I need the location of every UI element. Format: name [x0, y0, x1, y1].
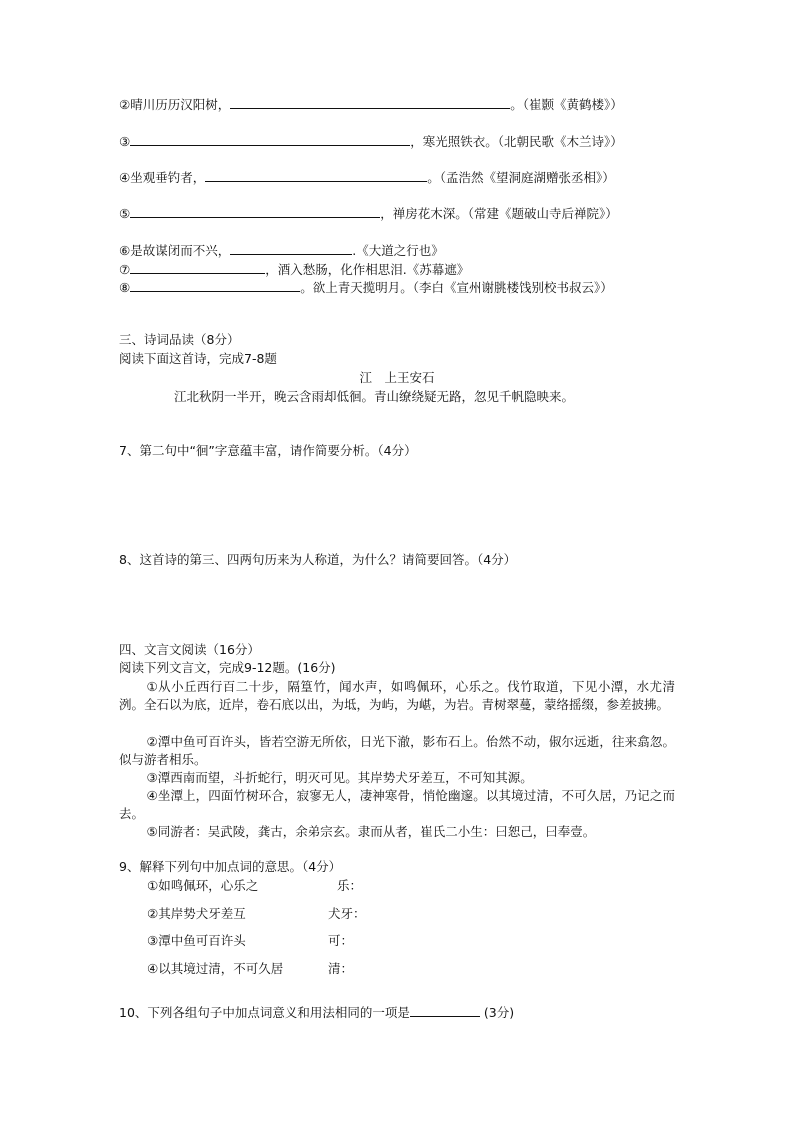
blank-line-4: ④坐观垂钓者， 。（孟浩然《望洞庭湖赠张丞相》） [119, 170, 615, 185]
blank-line-3: ③ ，寒光照铁衣。（北朝民歌《木兰诗》） [119, 134, 623, 149]
answer-blank[interactable] [230, 96, 510, 109]
passage-paragraph-3: ③潭西南而望，斗折蛇行，明灭可见。其岸势犬牙差互，不可知其源。 [146, 770, 533, 785]
blank-line-5: ⑤ ，禅房花木深。（常建《题破山寺后禅院》） [119, 206, 618, 221]
blank-line-7: ⑦ ，酒入愁肠，化作相思泪.《苏幕遮》 [119, 262, 470, 277]
q9-item-3-word: 可： [328, 933, 354, 948]
question-9-heading: 9、解释下列句中加点词的意思。（4分） [119, 859, 342, 874]
q9-item-1-word: 乐： [337, 878, 363, 893]
answer-blank[interactable] [205, 169, 427, 182]
q9-item-4-word: 清： [328, 961, 354, 976]
passage-paragraph-1: ①从小丘西行百二十步，隔篁竹，闻水声，如鸣佩环，心乐之。伐竹取道，下见小潭，水尤清洌。全石以为底，近岸，卷石底以出，为坻，为屿，为嵁，为岩。青树翠蔓，蒙络摇缀，参差披拂。 [119, 679, 675, 712]
blank-line-6: ⑥是故谋闭而不兴， .《大道之行也》 [119, 243, 444, 258]
section-3-heading: 三、诗词品读（8分） [119, 332, 240, 347]
question-10: 10、下列各组句子中加点词意义和用法相同的一项是 (3分) [119, 1005, 515, 1020]
question-7: 7、第二句中“徊”字意蕴丰富，请作简要分析。（4分） [119, 443, 417, 458]
answer-blank[interactable] [130, 279, 300, 292]
passage-paragraph-5: ⑤同游者：吴武陵，龚古，余弟宗玄。隶而从者，崔氏二小生：曰恕己，曰奉壹。 [146, 824, 596, 839]
poem-body: 江北秋阴一半开，晚云含雨却低徊。青山缭绕疑无路，忽见千帆隐映来。 [174, 389, 575, 404]
section-4-instruction: 阅读下列文言文，完成9-12题。(16分) [119, 660, 336, 675]
q9-item-2-sentence: ②其岸势犬牙差互 [147, 906, 246, 921]
passage-paragraph-2: ②潭中鱼可百许头，皆若空游无所依，日光下澈，影布石上。佁然不动，俶尔远逝，往来翕忽。似与游者相乐。 [119, 734, 675, 767]
q9-item-3-sentence: ③潭中鱼可百许头 [147, 933, 246, 948]
question-8: 8、这首诗的第三、四两句历来为人称道，为什么？请简要回答。（4分） [119, 552, 517, 567]
answer-blank[interactable] [130, 261, 265, 274]
answer-blank[interactable] [230, 242, 352, 255]
passage-paragraph-4: ④坐潭上，四面竹树环合，寂寥无人，凄神寒骨，悄怆幽邃。以其境过清，不可久居，乃记之而去。 [119, 788, 675, 821]
poem-title: 江 上王安石 [359, 370, 435, 385]
section-3-instruction: 阅读下面这首诗，完成7-8题 [119, 351, 277, 366]
answer-blank[interactable] [130, 133, 410, 146]
blank-line-8: ⑧ 。欲上青天揽明月。（李白《宣州谢朓楼饯别校书叔云》） [119, 280, 613, 295]
section-4-heading: 四、文言文阅读（16分） [119, 642, 260, 657]
q9-item-4-sentence: ④以其境过清，不可久居 [147, 961, 284, 976]
answer-blank[interactable] [410, 1004, 480, 1017]
q9-item-1-sentence: ①如鸣佩环，心乐之 [147, 878, 259, 893]
blank-line-2: ②晴川历历汉阳树， 。（崔颢《黄鹤楼》） [119, 97, 623, 112]
answer-blank[interactable] [130, 205, 380, 218]
q9-item-2-word: 犬牙： [328, 906, 366, 921]
